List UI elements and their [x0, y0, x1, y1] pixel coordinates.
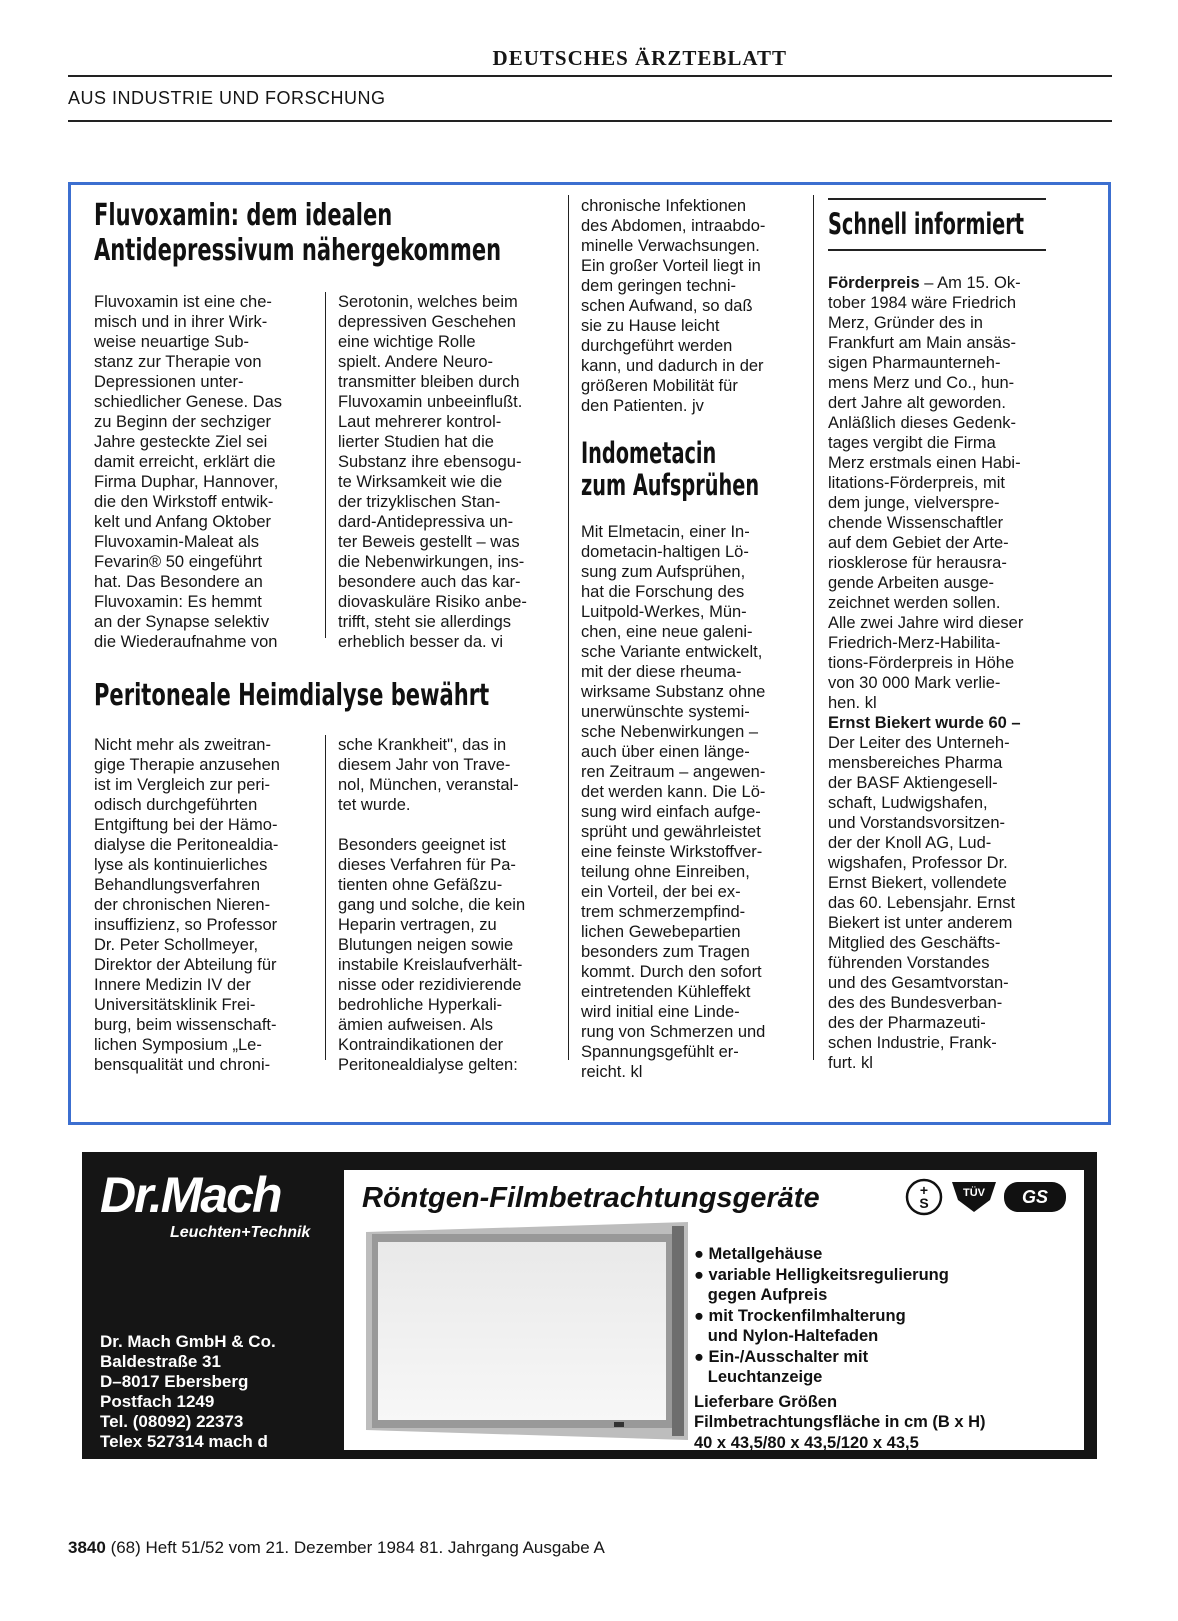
fluvoxamin-title-line2: Antidepressivum nähergekommen: [94, 233, 502, 268]
indometacin-title-line1: Indometacin: [581, 436, 717, 470]
sizes-subtitle: Filmbetrachtungsfläche in cm (B x H): [694, 1413, 986, 1431]
svg-text:TÜV: TÜV: [963, 1187, 985, 1199]
feature-item: ● Metallgehäuse: [694, 1245, 823, 1263]
fluvoxamin-title-line1: Fluvoxamin: dem idealen: [94, 198, 393, 233]
company-address: Dr. Mach GmbH & Co. Baldestraße 31 D–8017 Ebersberg Postfach 1249 Tel. (08092) 22373 Telex 527314 mach d: [100, 1332, 276, 1451]
fluvoxamin-column-1: Fluvoxamin ist eine che- misch und in ihrer Wirk- weise neuartige Sub- stanz zur Therapie von Depressionen unter- schiedlicher Genese. Das zu Beginn der sechziger Jahre gesteckte Ziel sei damit erreicht, erklärt die Firma Duphar, Hannover, die den Wirkstoff entwik- kelt und Anfang Oktober Fluvoxamin-Maleat als Fevarin® 50 eingeführt hat. Das Besondere an Fluvoxamin: Es hemmt an der Synapse selektiv die Wiederaufnahme von: [94, 293, 283, 651]
indometacin-body: Mit Elmetacin, einer In- dometacin-haltigen Lö- sung zum Aufsprühen, hat die Forschung des Luitpold-Werkes, Mün- chen, eine neue galeni- sche Variante entwickelt, mit der diese rheuma- wirksame Substanz ohne unerwünschte systemi- sche Nebenwirkungen – auch über einen länge- ren Zeitraum – angewen- det werden kann. Die Lö- sung wird einfach aufge- sprüht und gewährleistet eine feinste Wirkstoffver- teilung ohne Einreiben, ein Vorteil, der bei ex- trem schmerzempfind- lichen Gewebepartien besonders zum Tragen kommt. Durch den sofort eintretenden Kühleffekt wird initial eine Linde- rung von Schmerzen und Spannungsgefühlt er- reicht. kl: [581, 523, 766, 1081]
ad-product-panel: [344, 1170, 1084, 1450]
feature-item: gegen Aufpreis: [694, 1286, 828, 1304]
page-number: 3840: [68, 1538, 106, 1557]
feature-item: ● variable Helligkeitsregulierung: [694, 1265, 949, 1284]
issue-info: (68) Heft 51/52 vom 21. Dezember 1984 81. Jahrgang Ausgabe A: [110, 1538, 605, 1557]
foerderpreis-lead: Förderpreis: [828, 274, 920, 292]
feature-item: und Nylon-Haltefaden: [694, 1327, 879, 1345]
column-rule: [325, 735, 326, 1060]
svg-text:+: +: [919, 1182, 929, 1198]
schnell-top-rule: [828, 198, 1046, 200]
section-rule: [68, 120, 1112, 122]
peritoneale-column-1: Nicht mehr als zweitran- gige Therapie anzusehen ist im Vergleich zur peri- odisch durchgeführten Entgiftung bei der Hämo- dialyse die Peritonealdia- lyse als kontinuierliches Behandlungsverfahren der chronischen Nieren- insuffizienz, so Professor Dr. Peter Schollmeyer, Direktor der Abteilung für Innere Medizin IV der Universitätsklinik Frei- burg, beim wissenschaft- lichen Symposium „Le- bensqualität und chroni-: [94, 736, 280, 1074]
section-title: AUS INDUSTRIE UND FORSCHUNG: [68, 88, 386, 108]
light-box-illustration: [366, 1222, 688, 1440]
schnell-bottom-rule: [828, 249, 1046, 251]
dr-mach-logo: Dr.Mach: [100, 1167, 281, 1223]
page-footer: [68, 1538, 605, 1558]
ad-title: Röntgen-Filmbetrachtungsgeräte: [362, 1182, 820, 1214]
svg-text:GS: GS: [1021, 1187, 1049, 1207]
masthead-rule: [68, 75, 1112, 77]
certification-marks-icon: [904, 1170, 1079, 1220]
advertisement: [82, 1152, 1097, 1459]
column-rule: [813, 195, 814, 1060]
feature-item: Leuchtanzeige: [694, 1368, 823, 1386]
masthead: DEUTSCHES ÄRZTEBLATT: [492, 46, 787, 70]
schnell-item-biekert: [828, 713, 1046, 1073]
peritoneale-title: Peritoneale Heimdialyse bewährt: [94, 678, 490, 713]
schnell-item-foerderpreis: [828, 273, 1046, 713]
ad-feature-list: [694, 1244, 986, 1453]
feature-item: ● Ein-/Ausschalter mit: [694, 1347, 869, 1366]
dr-mach-logo-subtitle: Leuchten+Technik: [170, 1224, 311, 1241]
biekert-body: Der Leiter des Unterneh- mensbereiches Pharma der BASF Aktiengesell- schaft, Ludwigshafen, und Vorstandsvorsitzen- der der Knoll AG, Lud- wigshafen, Professor Dr. Ernst Biekert, vollendete das 60. Lebensjahr. Ernst Biekert ist unter anderem Mitglied des Geschäfts- führenden Vorstandes und des Gesamtvorstan- des des Bundesverban- des der Pharmazeuti- schen Industrie, Frank- furt. kl: [828, 734, 1016, 1072]
foerderpreis-body: – Am 15. Ok- tober 1984 wäre Friedrich Merz, Gründer des in Frankfurt am Main ansäs- sigen Pharmaunterneh- mens Merz und Co., hun- dert Jahre alt geworden. Anläßlich dieses Gedenk- tages vergibt die Firma Merz erstmals einen Habi- litations-Förderpreis, mit dem junge, vielverspre- chende Wissenschaftler auf dem Gebiet der Arte- riosklerose für herausra- gende Arbeiten ausge- zeichnet werden sollen. Alle zwei Jahre wird dieser Friedrich-Merz-Habilita- tions-Förderpreis in Höhe von 30 000 Mark verlie- hen. kl: [828, 274, 1024, 712]
sizes-values: 40 x 43,5/80 x 43,5/120 x 43,5: [694, 1433, 919, 1452]
peritoneale-column-2: sche Krankheit", das in diesem Jahr von Trave- nol, München, veranstal- tet wurde. Besonders geeignet ist dieses Verfahren für Pa- tienten ohne Gefäßzu- gang und solche, die kein Heparin vertragen, zu Blutungen neigen sowie instabile Kreislaufverhält- nisse oder rezidivierende bedrohliche Hyperkali- ämien aufweisen. Als Kontraindikationen der Peritonealdialyse gelten:: [338, 736, 526, 1074]
svg-text:S: S: [919, 1195, 929, 1211]
sizes-label: Lieferbare Größen: [694, 1392, 838, 1411]
column-rule: [568, 195, 569, 1060]
biekert-lead: Ernst Biekert wurde 60 –: [828, 714, 1021, 732]
feature-item: ● mit Trockenfilmhalterung: [694, 1306, 906, 1325]
peritoneale-continuation: chronische Infektionen des Abdomen, intraabdo- minelle Verwachsungen. Ein großer Vorteil liegt in dem geringen techni- schen Aufwand, so daß sie zu Hause leicht durchgeführt werden kann, und dadurch in der größeren Mobilität für den Patienten. jv: [581, 197, 766, 415]
indometacin-title-line2: zum Aufsprühen: [581, 468, 760, 502]
schnell-title: Schnell informiert: [828, 207, 1025, 241]
column-rule: [325, 292, 326, 638]
fluvoxamin-column-2: Serotonin, welches beim depressiven Geschehen eine wichtige Rolle spielt. Andere Neuro- transmitter bleiben durch Fluvoxamin unbeeinflußt. Laut mehrerer kontrol- lierter Studien hat die Substanz ihre ebensogu- te Wirksamkeit wie die der trizyklischen Stan- dard-Antidepressiva un- ter Beweis gestellt – was die Nebenwirkungen, ins- besondere auch das kar- diovaskuläre Risiko anbe- trifft, steht sie allerdings erheblich besser da. vi: [338, 293, 527, 651]
